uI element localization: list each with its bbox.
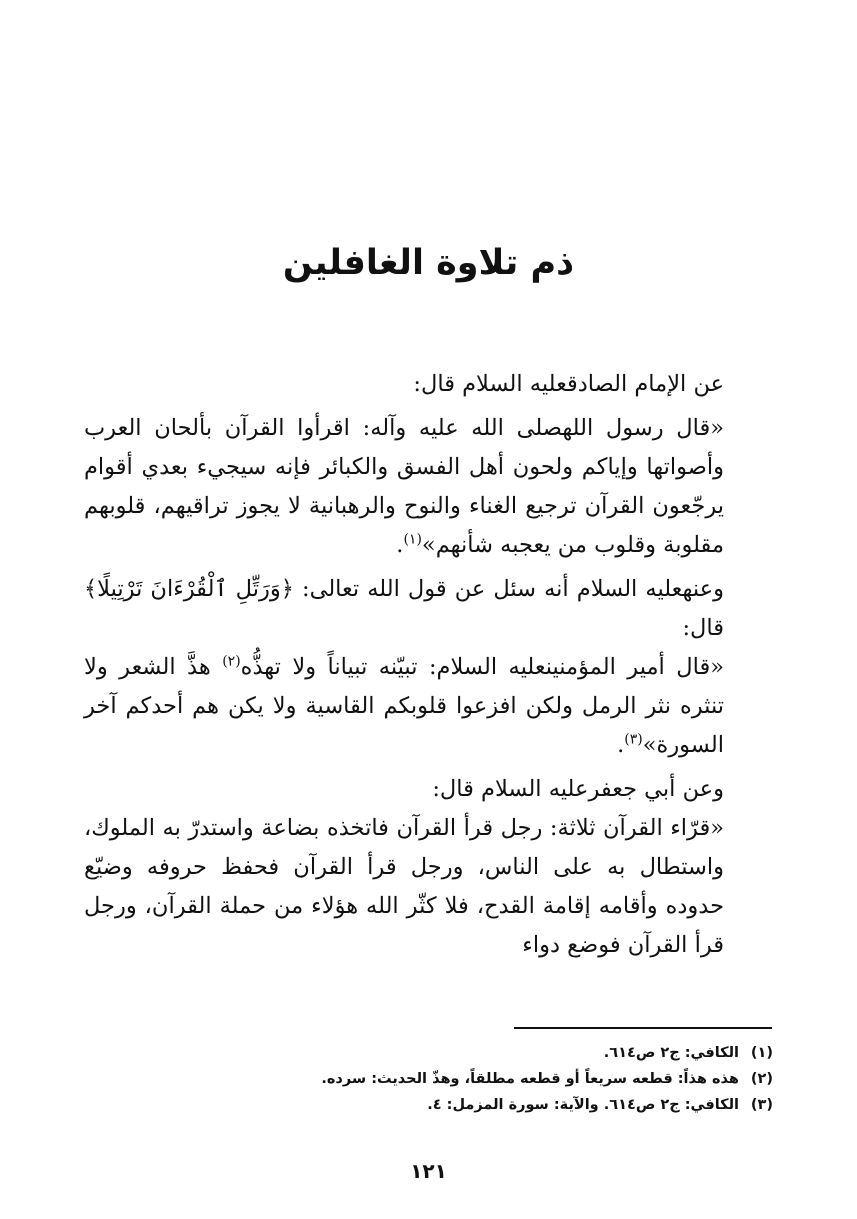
section3-intro-tail: قال: bbox=[432, 776, 482, 802]
body-text bbox=[84, 365, 724, 970]
section2-quote-honorific: عليه السلام bbox=[436, 654, 546, 680]
section2-quote bbox=[84, 648, 724, 765]
section1-intro-tail: قال: bbox=[413, 371, 463, 397]
footnote-number: (٢) bbox=[750, 1071, 773, 1087]
section1-quote-text: : اقرأوا القرآن بألحان العرب وأصواتها وإياكم ولحون أهل الفسق والكبائر فإنه سيجيء بعدي أقوام يرجّعون القرآن ترجيع الغناء والنوح والرهبانية لا يجوز تراقيهم، قلوبهم مقلوبة وقلوب من يعجبه شأنهم» bbox=[84, 415, 724, 558]
section1-quote-open: «قال رسول الله bbox=[562, 415, 724, 441]
footnote-text: الكافي: ج٢ ص٦١٤. bbox=[603, 1045, 739, 1061]
footnote-mark-2: (٢) bbox=[222, 653, 241, 670]
section2-intro-tail: قال: bbox=[682, 615, 724, 641]
page-title: ذم تلاوة الغافلين bbox=[282, 243, 575, 283]
footnotes bbox=[133, 1040, 773, 1118]
footnote-number: (٣) bbox=[750, 1097, 773, 1113]
footnote-2 bbox=[133, 1066, 773, 1092]
page-number: ١٢١ bbox=[410, 1159, 447, 1183]
footnote-mark-3: (٣) bbox=[624, 731, 643, 748]
section2-quote-text1: : تبيّنه تبياناً ولا تهذُّه bbox=[240, 654, 437, 680]
footnote-1 bbox=[133, 1040, 773, 1066]
section2-quote-end: . bbox=[617, 732, 625, 758]
section2-intro-question: أنه سئل عن قول الله تعالى: bbox=[293, 576, 577, 602]
section3-intro-text: وعن أبي جعفر bbox=[588, 776, 724, 802]
section2-intro-honorific: عليه السلام bbox=[576, 576, 683, 602]
footnote-number: (١) bbox=[750, 1045, 773, 1061]
section1-quote-end: . bbox=[396, 532, 404, 558]
section1-intro-text: عن الإمام الصادق bbox=[566, 371, 724, 397]
section2-intro-text: وعنه bbox=[682, 576, 724, 602]
footnote-text: هذه هذاً: قطعه سريعاً أو قطعه مطلقاً، وهذّ الحديث: سرده. bbox=[321, 1071, 739, 1087]
section3-intro bbox=[84, 770, 724, 809]
section2-quote-text2: هذَّ الشعر ولا تنثره نثر الرمل ولكن افزعوا قلوبكم القاسية ولا يكن هم أحدكم آخر السورة» bbox=[84, 654, 724, 758]
quran-ayah: ﴿وَرَتِّلِ ٱلْقُرْءَانَ تَرْتِيلًا﴾ bbox=[84, 576, 294, 602]
section1-quote bbox=[84, 409, 724, 565]
section1-intro bbox=[84, 365, 724, 404]
footnote-divider bbox=[514, 1027, 772, 1029]
footnote-text: الكافي: ج٢ ص٦١٤. والآية: سورة المزمل: ٤. bbox=[427, 1097, 739, 1113]
section1-intro-honorific: عليه السلام bbox=[462, 371, 567, 397]
section3-quote: «قرّاء القرآن ثلاثة: رجل قرأ القرآن فاتخذه بضاعة واستدرّ به الملوك، واستطال به على الناس، ورجل قرأ القرآن فحفظ حروفه وضيّع حدوده وأقامه إقامة القدح، فلا كثّر الله هؤلاء من حملة القرآن، ورجل قرأ القرآن فوضع دواء bbox=[84, 815, 724, 958]
footnote-3 bbox=[133, 1092, 773, 1118]
section3-intro-honorific: عليه السلام bbox=[481, 776, 589, 802]
section2-intro bbox=[84, 570, 724, 648]
section2-quote-open: «قال أمير المؤمنين bbox=[545, 654, 724, 680]
section1-quote-honorific: صلى الله عليه وآله bbox=[370, 415, 563, 441]
footnote-mark-1: (١) bbox=[403, 531, 422, 548]
